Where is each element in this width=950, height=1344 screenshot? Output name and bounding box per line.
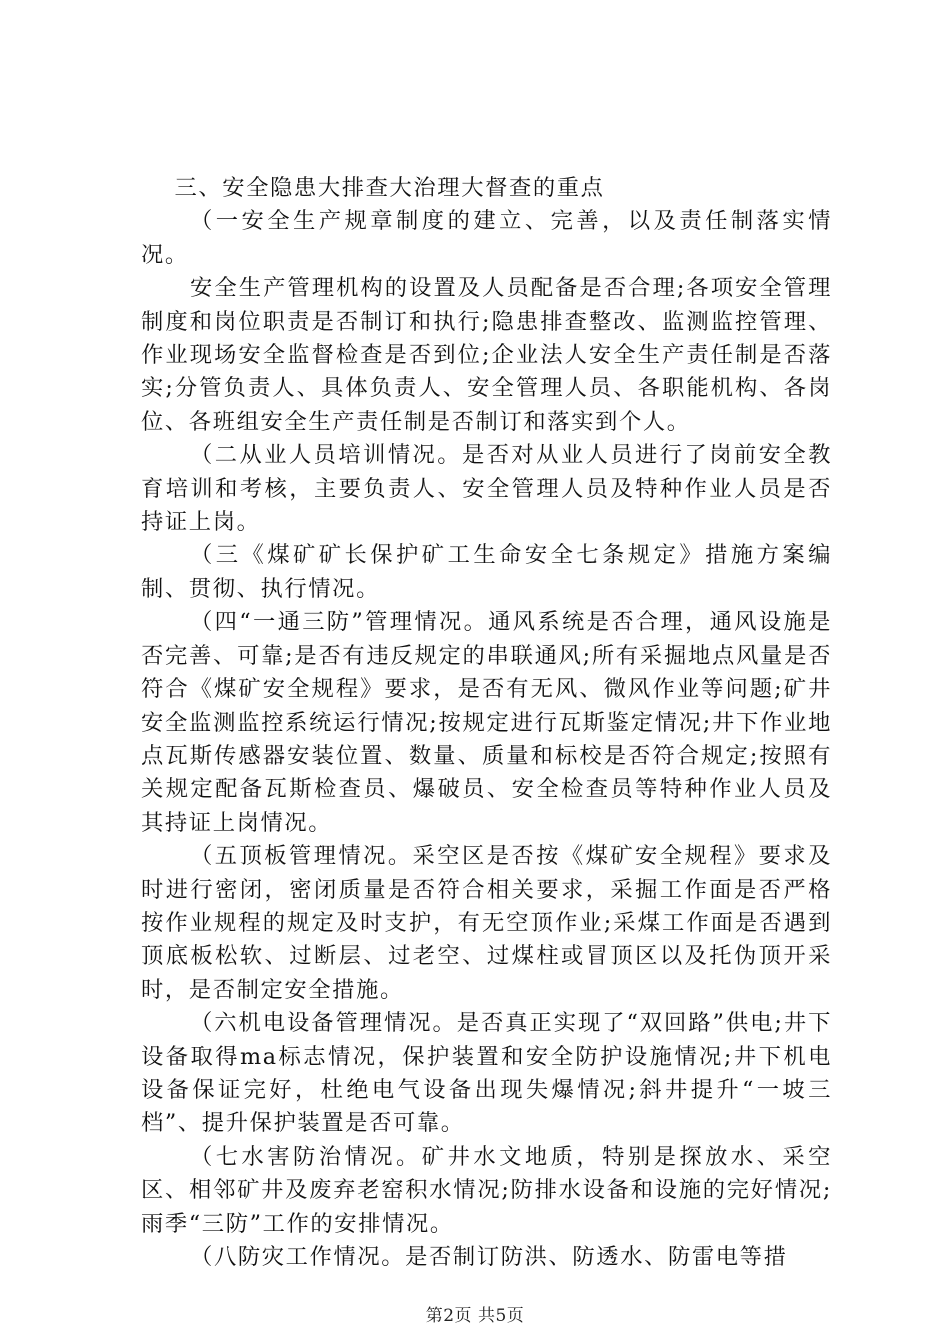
paragraph-item-5: （五顶板管理情况。采空区是否按《煤矿安全规程》要求及时进行密闭，密闭质量是否符合相关要求，采掘工作面是否严格按作业规程的规定及时支护，有无空顶作业;采煤工作面是否遇到顶底板松软、过断层、过老空、过煤柱或冒顶区以及托伪顶开采时，是否制定安全措施。 [141, 843, 832, 1003]
section-heading: 三、安全隐患大排查大治理大督查的重点 [174, 175, 605, 201]
page-footer: 第2页 共5页 [425, 1306, 525, 1326]
paragraph-item-2: （二从业人员培训情况。是否对从业人员进行了岗前安全教育培训和考核，主要负责人、安全管理人员及特种作业人员是否持证上岗。 [141, 442, 832, 536]
paragraph-item-7: （七水害防治情况。矿井水文地质，特别是探放水、采空区、相邻矿井及废弃老窑积水情况;防排水设备和设施的完好情况;雨季“三防”工作的安排情况。 [141, 1143, 832, 1237]
paragraph-item-6: （六机电设备管理情况。是否真正实现了“双回路”供电;井下设备取得ma标志情况，保护装置和安全防护设施情况;井下机电设备保证完好，杜绝电气设备出现失爆情况;斜井提升“一坡三档”、提升保护装置是否可靠。 [141, 1010, 832, 1137]
paragraph-item-1-detail: 安全生产管理机构的设置及人员配备是否合理;各项安全管理制度和岗位职责是否制订和执行;隐患排查整改、监测监控管理、作业现场安全监督检查是否到位;企业法人安全生产责任制是否落实;分管负责人、具体负责人、安全管理人员、各职能机构、各岗位、各班组安全生产责任制是否制订和落实到个人。 [141, 275, 832, 435]
paragraph-item-1: （一安全生产规章制度的建立、完善，以及责任制落实情况。 [141, 208, 832, 268]
document-body [141, 172, 832, 1274]
paragraph-item-8: （八防灾工作情况。是否制订防洪、防透水、防雷电等措 [190, 1244, 788, 1270]
paragraph-item-4: （四“一通三防”管理情况。通风系统是否合理，通风设施是否完善、可靠;是否有违反规定的串联通风;所有采掘地点风量是否符合《煤矿安全规程》要求，是否有无风、微风作业等问题;矿井安全监测监控系统运行情况;按规定进行瓦斯鉴定情况;井下作业地点瓦斯传感器安装位置、数量、质量和标校是否符合规定;按照有关规定配备瓦斯检查员、爆破员、安全检查员等特种作业人员及其持证上岗情况。 [141, 609, 832, 836]
paragraph-item-3: （三《煤矿矿长保护矿工生命安全七条规定》措施方案编制、贯彻、执行情况。 [141, 542, 832, 602]
